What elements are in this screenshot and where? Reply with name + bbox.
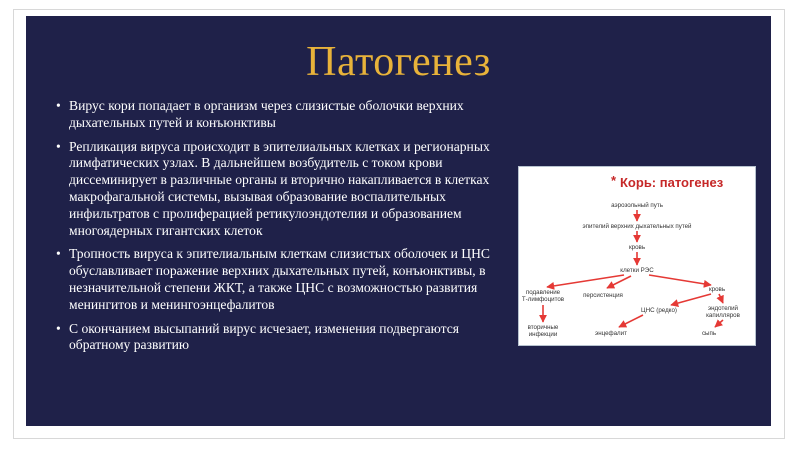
node-encephalitis: энцефалит [595, 330, 627, 337]
diagram-title: Корь: патогенез [620, 175, 724, 190]
node-persistence: персистенция [583, 292, 623, 299]
arrow [719, 294, 723, 303]
node-secondary-infections-2: инфекции [528, 331, 558, 338]
node-endothelium: эндотелий [707, 305, 739, 312]
node-suppression-2: Т-лимфоцитов [521, 296, 565, 303]
arrow [715, 320, 723, 327]
slide-title: Патогенез [306, 39, 491, 85]
node-rash: сыпь [701, 330, 717, 337]
bullet-marker: • [56, 98, 61, 113]
node-res-cells: клетки РЭС [620, 267, 654, 274]
bullet-text: Репликация вируса происходит в эпителиальных клетках и регионарных лимфатических узлах. В дальнейшем возбудитель с током крови диссеминирует в различные органы и вторично накапливается в клетках макрофагальной системы, вызывая образование воспалительных инфильтратов с пролиферацией ретикулоэндотелия и образованием многоядерных гигантских клеток [69, 138, 490, 238]
bullet-item [56, 139, 508, 240]
bullet-list [56, 98, 508, 361]
node-endothelium-2: капилляров [706, 312, 740, 319]
bullet-text: С окончанием высыпаний вирус исчезает, изменения подвергаются обратному развитию [69, 320, 460, 353]
bullet-item [56, 246, 508, 313]
bullet-marker: • [56, 320, 61, 336]
pathogenesis-diagram [518, 166, 756, 346]
arrow [619, 315, 643, 327]
slide [26, 16, 771, 426]
node-blood-2: кровь [708, 286, 726, 293]
node-blood: кровь [628, 244, 646, 251]
diagram-title-mark: * [611, 173, 617, 188]
node-aerosol: аэрозольный путь [611, 202, 663, 209]
node-secondary-infections: вторичные [527, 324, 559, 331]
bullet-text: Тропность вируса к эпителиальным клеткам слизистых оболочек и ЦНС обуславливает поражение верхних дыхательных путей, конъюнктивы, в незначительной степени ЖКТ, а также ЦНС с возможностью развития менингитов и менингоэнцефалитов [69, 246, 490, 312]
bullet-marker: • [56, 246, 61, 262]
node-cns: ЦНС (редко) [641, 307, 677, 314]
node-suppression: подавление [525, 289, 561, 296]
arrow [671, 294, 711, 305]
pathogenesis-flowchart [519, 167, 755, 345]
bullet-marker: • [56, 138, 61, 154]
bullet-text: Вирус кори попадает в организм через слизистые оболочки верхних дыхательных путей и конъюнктивы [69, 98, 464, 130]
bullet-item [56, 98, 508, 132]
arrow [649, 275, 711, 285]
bullet-item [56, 321, 508, 355]
node-epithelium: эпителий верхних дыхательных путей [582, 223, 692, 230]
